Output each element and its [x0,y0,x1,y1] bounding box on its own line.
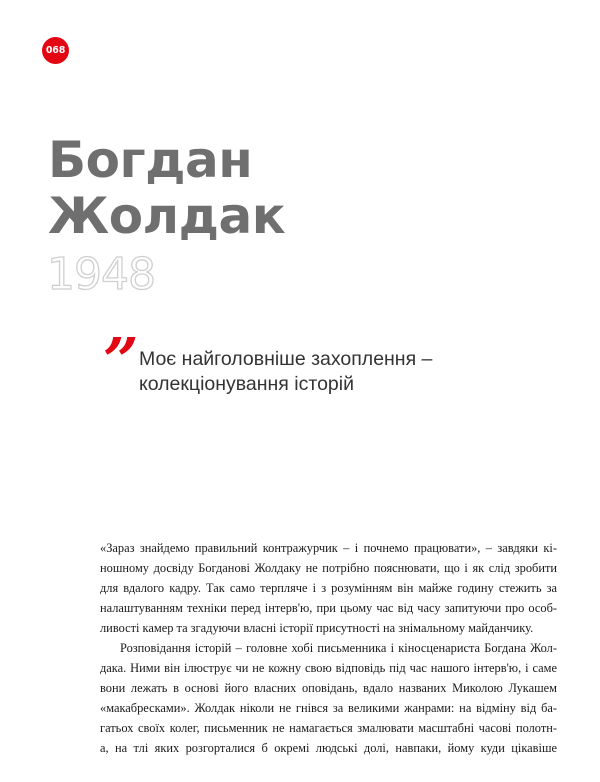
pull-quote-line: Моє найголовніше захоплення – [139,348,433,370]
body-line: ношному досвіду Богданові Жолдаку не потрібно пояснювати, що і як слід зробити [100,561,557,575]
pull-quote-line: колекціонування історій [139,373,354,395]
paragraph-2 [100,638,557,758]
pull-quote [139,347,499,397]
title-first-name: Богдан [48,131,253,189]
body-line: налаштуванням техніки перед інтерв'ю, при цьому час від часу запитуючи про особ- [100,601,557,615]
body-line: а, на тлі яких розгорталися б окремі людські долі, навпаки, йому куди цікавіше [100,741,557,755]
birth-year: 1948 [47,249,155,300]
body-line: «Зараз знайдемо правильний контражурчик – і почнемо працювати», – завдяки кі- [100,541,557,555]
body-line: ливості камер та згадуючи власні історії присутності на знімальному майданчику. [100,621,534,635]
title-last-name: Жолдак [48,187,286,245]
body-line: гатьох своїх колег, письменник не намагається змалювати масштабні часові полотн- [100,721,557,735]
page-number-badge: 068 [42,37,69,64]
quote-mark-icon: ” [103,324,139,397]
body-line: Розповідання історій – головне хобі письменника і кіносценариста Богдана Жол- [120,641,557,655]
paragraph-1 [100,538,557,638]
article-body [100,538,557,758]
body-line: дака. Ними він ілюструє чи не кожну свою відповідь під час нашого інтерв'ю, і саме [100,661,557,675]
body-line: «макабресками». Жолдак ніколи не гнівся за великими жанрами: на відміну від ба- [100,701,557,715]
body-line: для вдалого кадру. Так само терпляче і з розумінням він майже годину стежить за [100,581,557,595]
body-line: вони лежать в основі його власних оповідань, вдало названих Миколою Лукашем [100,681,557,695]
